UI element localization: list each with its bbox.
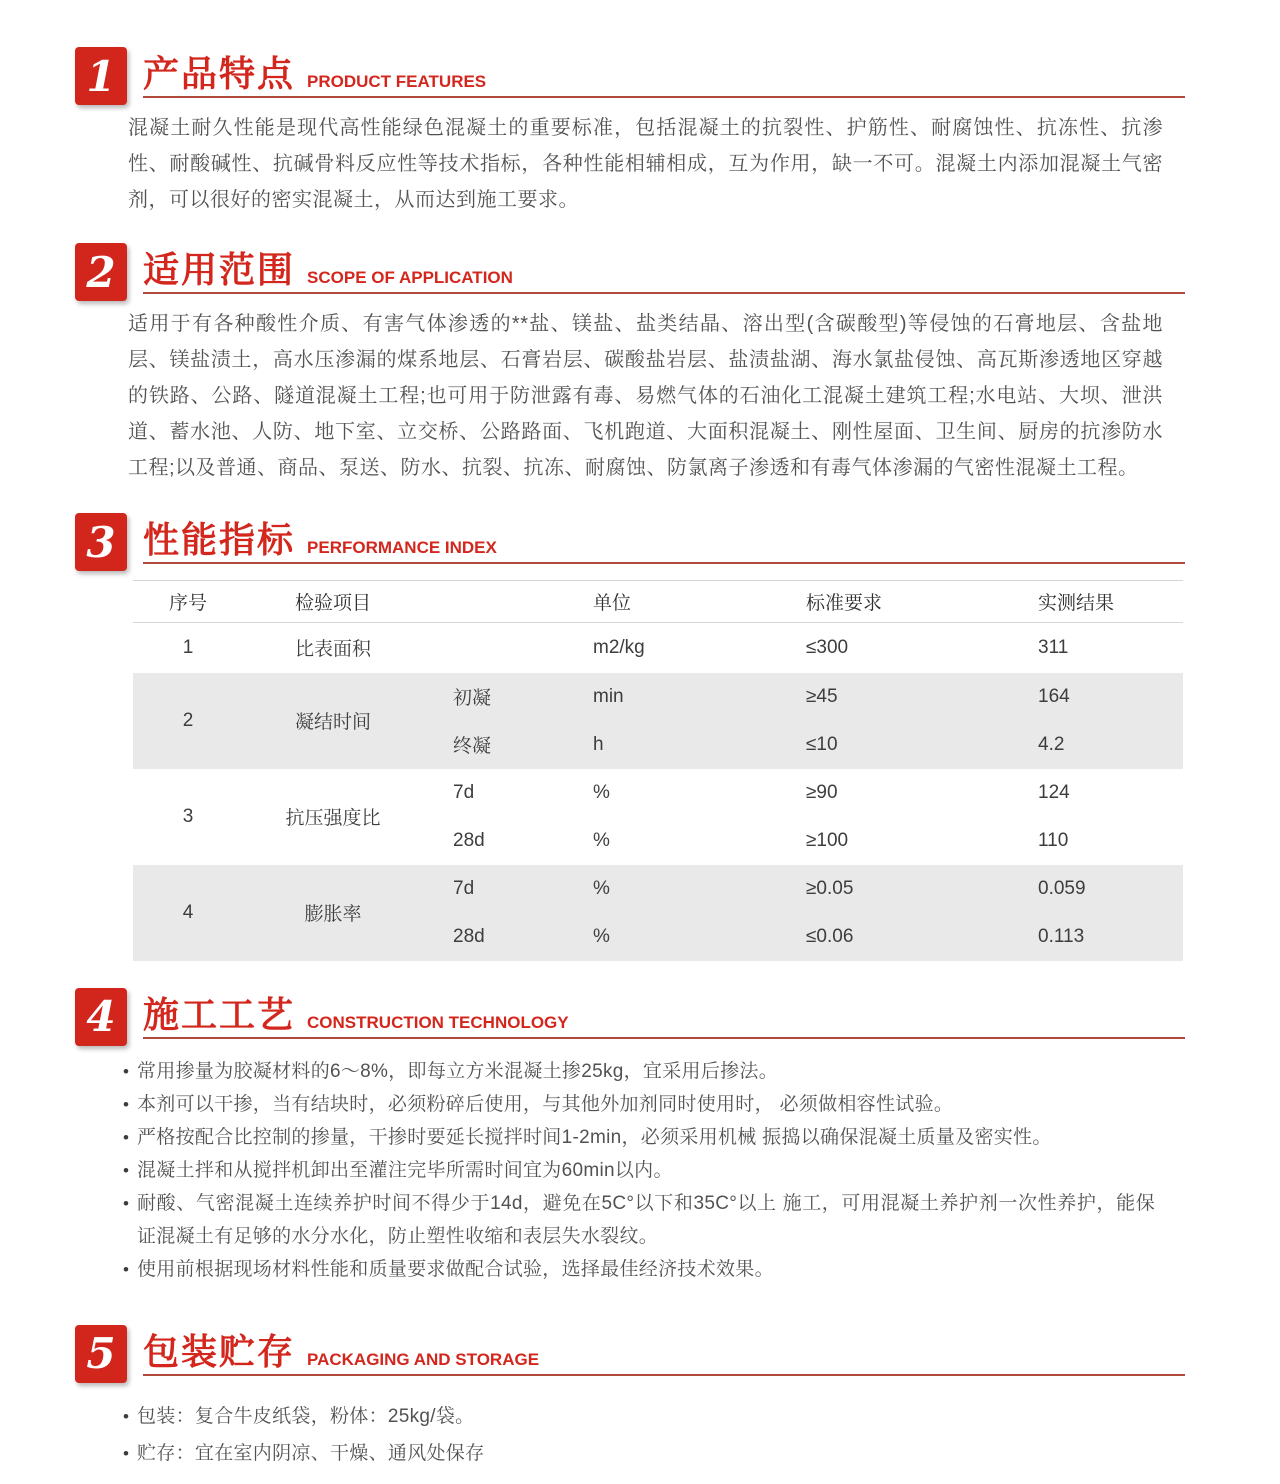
cell-unit: h [593,733,604,755]
construction-bullet-list [115,1055,1155,1286]
col-header-no: 序号 [168,593,207,614]
cell-unit: m2/kg [593,636,645,658]
section-number-badge: 4 [75,988,127,1046]
section-title-area [143,987,1185,1039]
cell-result: 164 [1038,685,1070,707]
section-title-cn: 性能指标 [143,519,296,560]
section-title-area [143,242,1185,294]
cell-unit: % [593,925,610,947]
section-title-en: SCOPE OF APPLICATION [307,268,513,287]
cell-sub: 7d [453,781,475,803]
cell-item: 凝结时间 [294,712,371,733]
list-item [115,1154,1155,1187]
list-item-text: 贮存：宜在室内阴凉、干燥、通风处保存 [137,1442,485,1464]
cell-unit: % [593,781,610,803]
section-paragraph: 适用于有各种酸性介质、有害气体渗透的**盐、镁盐、盐类结晶、溶出型(含碳酸型)等侵蚀的石膏地层、含盐地层、镁盐渍土，高水压渗漏的煤系地层、石膏岩层、碳酸盐岩层、盐渍盐湖、海水氯盐侵蚀、高瓦斯渗透地区穿越的铁路、公路、隧道混凝土工程;也可用于防泄露有毒、易燃气体的石油化工混凝土建筑工程;水电站、大坝、泄洪道、蓄水池、人防、地下室、立交桥、公路路面、飞机跑道、大面积混凝土、刚性屋面、卫生间、厨房的抗渗防水工程;以及普通、商品、泵送、防水、抗裂、抗冻、耐腐蚀、防氯离子渗透和有毒气体渗漏的气密性混凝土工程。 [128,313,1163,479]
bullet-icon: • [123,1193,129,1213]
section-title-cn: 包装贮存 [143,1330,296,1372]
cell-result: 4.2 [1038,733,1065,755]
cell-sub: 终凝 [453,736,492,757]
section-title-area [143,1324,1185,1376]
cell-requirement: ≥100 [806,829,849,851]
list-item-text: 本剂可以干掺，当有结块时，必须粉碎后使用，与其他外加剂同时使用时， 必须做相容性试验。 [137,1093,954,1115]
list-item [115,1121,1155,1154]
cell-unit: min [593,685,624,707]
table-row [133,673,1183,721]
cell-requirement: ≤300 [806,636,849,658]
section-paragraph: 混凝土耐久性能是现代高性能绿色混凝土的重要标准，包括混凝土的抗裂性、护筋性、耐腐蚀性、抗冻性、抗渗性、耐酸碱性、抗碱骨料反应性等技术指标，各种性能相辅相成，互为作用，缺一不可。混凝土内添加混凝土气密剂，可以很好的密实混凝土，从而达到施工要求。 [128,117,1163,211]
cell-requirement: ≤10 [806,733,838,755]
list-item-text: 使用前根据现场材料性能和质量要求做配合试验，选择最佳经济技术效果。 [137,1258,774,1280]
section-scope-of-application [75,242,1185,486]
section-product-features [75,46,1185,218]
section-header [75,1324,1185,1376]
cell-item: 抗压强度比 [285,808,381,829]
cell-item: 膨胀率 [304,904,362,925]
list-item-text: 严格按配合比控制的掺量，干掺时要延长搅拌时间1-2min，必须采用机械 振捣以确保混凝土质量及密实性。 [137,1126,1052,1148]
section-number-badge: 3 [75,513,127,571]
list-item [115,1187,1155,1253]
section-title-en: PERFORMANCE INDEX [307,538,497,557]
section-header [75,512,1185,567]
cell-requirement: ≥90 [806,781,838,803]
list-item [115,1435,1155,1472]
bullet-icon: • [123,1127,129,1147]
cell-sub: 初凝 [453,688,492,709]
section-title-en: CONSTRUCTION TECHNOLOGY [307,1012,569,1032]
table-row [133,769,1183,817]
list-item-text: 混凝土拌和从搅拌机卸出至灌注完毕所需时间宜为60min以内。 [137,1159,673,1181]
section-construction-technology [75,987,1185,1286]
section-performance-index [75,512,1185,961]
section-number-badge: 2 [75,243,127,301]
section-title-cn: 施工工艺 [143,993,296,1035]
cell-result: 110 [1038,829,1069,851]
section-number-badge: 5 [75,1325,127,1383]
cell-result: 124 [1038,781,1070,803]
bullet-icon: • [123,1061,129,1081]
section-title-en: PRODUCT FEATURES [307,72,487,91]
bullet-icon: • [123,1406,129,1426]
section-title-cn: 产品特点 [143,53,296,94]
cell-result: 0.059 [1038,877,1086,899]
cell-sub: 28d [453,925,485,947]
cell-result: 311 [1038,636,1069,658]
list-item [115,1253,1155,1286]
performance-table [133,580,1183,961]
cell-no: 2 [182,709,194,731]
section-packaging-and-storage [75,1324,1185,1472]
cell-sub [423,623,563,673]
col-header-sub [423,581,563,623]
section-title-en: PACKAGING AND STORAGE [307,1349,540,1369]
cell-unit: % [593,877,610,899]
list-item-text: 耐酸、气密混凝土连续养护时间不得少于14d，避免在5C°以下和35C°以上 施工，可用混凝土养护剂一次性养护，能保证混凝土有足够的水分水化，防止塑性收缩和表层失水裂纹。 [137,1192,1155,1247]
cell-sub: 7d [453,877,475,899]
col-header-requirement: 标准要求 [806,593,883,614]
table-row [133,623,1183,673]
bullet-icon: • [123,1259,129,1279]
list-item [115,1088,1155,1121]
cell-item: 比表面积 [294,639,371,661]
cell-requirement: ≤0.06 [806,925,854,947]
bullet-icon: • [123,1160,129,1180]
bullet-icon: • [123,1443,129,1463]
list-item [115,1398,1155,1435]
col-header-item: 检验项目 [294,593,371,614]
list-item-text: 包装：复合牛皮纸袋，粉体：25kg/袋。 [137,1405,475,1427]
bullet-icon: • [123,1094,129,1114]
section-title-area [143,46,1185,98]
packaging-bullet-list [115,1398,1155,1472]
list-item [115,1055,1155,1088]
col-header-result: 实测结果 [1038,593,1115,614]
section-header [75,46,1185,101]
cell-no: 1 [182,636,194,658]
cell-unit: % [593,829,610,851]
cell-result: 0.113 [1038,925,1085,947]
table-row [133,865,1183,913]
cell-no: 3 [182,805,194,827]
section-header [75,987,1185,1039]
cell-requirement: ≥45 [806,685,838,707]
table-header-row [133,581,1183,623]
section-title-cn: 适用范围 [143,249,296,290]
cell-requirement: ≥0.05 [806,877,854,899]
section-header [75,242,1185,297]
col-header-unit: 单位 [593,593,632,614]
list-item-text: 常用掺量为胶凝材料的6～8%，即每立方米混凝土掺25kg，宜采用后掺法。 [137,1060,779,1082]
section-title-area [143,512,1185,564]
cell-sub: 28d [453,829,485,851]
cell-no: 4 [182,901,194,923]
section-number-badge: 1 [75,47,127,105]
